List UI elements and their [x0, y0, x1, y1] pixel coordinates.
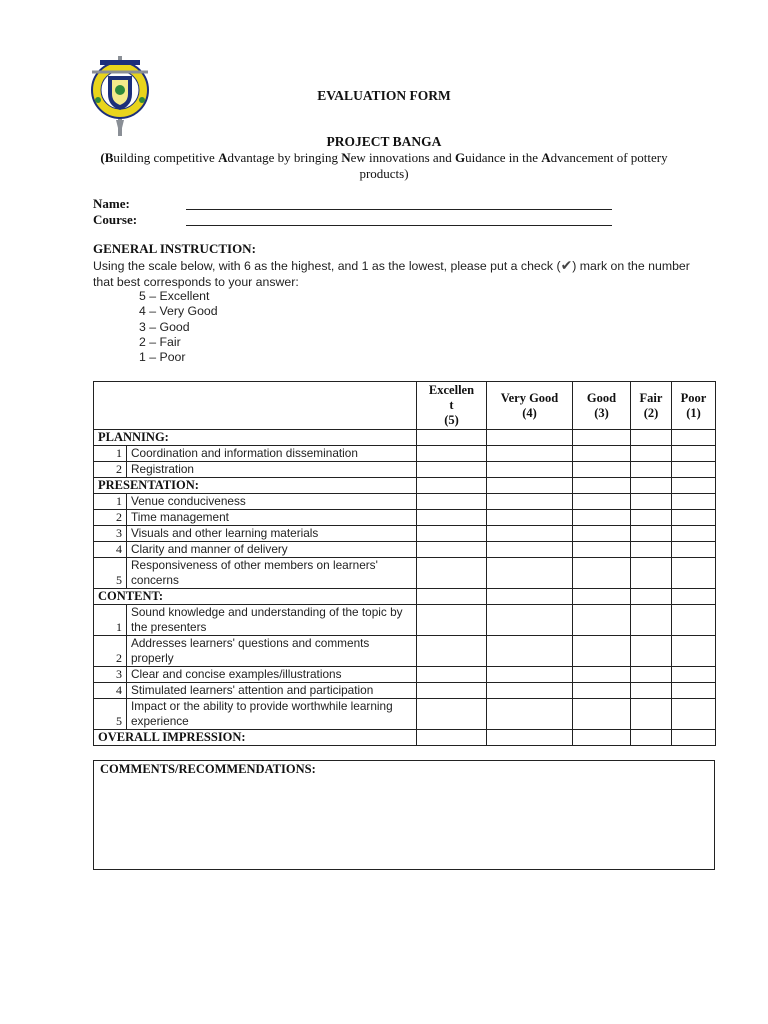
rating-cell[interactable]: [573, 683, 631, 699]
criterion-text: Visuals and other learning materials: [127, 526, 417, 542]
rating-cell[interactable]: [573, 494, 631, 510]
rating-cell[interactable]: [417, 730, 487, 746]
rating-cell[interactable]: [672, 542, 716, 558]
rating-cell[interactable]: [487, 605, 573, 636]
rating-cell[interactable]: [487, 667, 573, 683]
rating-cell[interactable]: [631, 494, 672, 510]
rating-cell[interactable]: [573, 667, 631, 683]
table-row: [94, 683, 716, 699]
rating-cell[interactable]: [417, 462, 487, 478]
rating-cell[interactable]: [631, 526, 672, 542]
item-number: 3: [94, 667, 127, 683]
rating-cell[interactable]: [672, 636, 716, 667]
header-line: t: [449, 398, 454, 412]
rating-cell[interactable]: [672, 667, 716, 683]
rating-cell[interactable]: [672, 430, 716, 446]
header-good: [573, 382, 631, 430]
section-title: OVERALL IMPRESSION:: [94, 730, 417, 746]
instruction-text-after: ) mark on the number that best corresponds to your answer:: [93, 259, 690, 289]
rating-cell[interactable]: [573, 510, 631, 526]
table-row: [94, 526, 716, 542]
instruction-heading: GENERAL INSTRUCTION:: [93, 241, 256, 256]
rating-cell[interactable]: [631, 462, 672, 478]
criterion-text: Responsiveness of other members on learners' concerns: [127, 558, 417, 589]
header-poor: [672, 382, 716, 430]
name-field-line[interactable]: [186, 209, 612, 210]
rating-cell[interactable]: [631, 667, 672, 683]
item-number: 1: [94, 494, 127, 510]
scale-item: 3 – Good: [139, 319, 190, 334]
check-mark-icon: ✔: [560, 257, 573, 273]
rating-cell[interactable]: [672, 699, 716, 730]
criterion-text: Addresses learners' questions and comments properly: [127, 636, 417, 667]
rating-cell[interactable]: [631, 510, 672, 526]
table-header-row: [94, 382, 716, 430]
comments-label: COMMENTS/RECOMMENDATIONS:: [100, 762, 316, 776]
rating-cell[interactable]: [487, 542, 573, 558]
header-very-good: [487, 382, 573, 430]
rating-cell[interactable]: [417, 526, 487, 542]
rating-cell[interactable]: [672, 478, 716, 494]
rating-cell[interactable]: [631, 589, 672, 605]
rating-cell[interactable]: [672, 462, 716, 478]
rating-cell[interactable]: [487, 494, 573, 510]
rating-cell[interactable]: [417, 589, 487, 605]
rating-cell[interactable]: [672, 558, 716, 589]
rating-cell[interactable]: [672, 446, 716, 462]
rating-cell[interactable]: [573, 526, 631, 542]
acronym-text: uidance in the: [465, 150, 542, 165]
table-row: [94, 605, 716, 636]
rating-cell[interactable]: [631, 478, 672, 494]
criterion-text: Stimulated learners' attention and participation: [127, 683, 417, 699]
acronym-letter: G: [454, 150, 466, 165]
rating-scale-list: [139, 289, 218, 365]
rating-cell[interactable]: [573, 446, 631, 462]
criterion-text: Venue conduciveness: [127, 494, 417, 510]
rating-cell[interactable]: [631, 730, 672, 746]
rating-cell[interactable]: [672, 526, 716, 542]
rating-cell[interactable]: [631, 446, 672, 462]
item-number: 2: [94, 462, 127, 478]
acronym-letter: A: [218, 150, 228, 165]
name-label: Name:: [93, 196, 130, 211]
header-line: Good: [586, 390, 617, 405]
rating-cell[interactable]: [631, 699, 672, 730]
instruction-text-before: Using the scale below, with 6 as the highest, and 1 as the lowest, please put a check (: [93, 259, 561, 273]
table-row: [94, 446, 716, 462]
section-title: CONTENT:: [94, 589, 417, 605]
rating-cell[interactable]: [631, 430, 672, 446]
form-title: EVALUATION FORM: [317, 88, 451, 103]
rating-cell[interactable]: [487, 526, 573, 542]
rating-cell[interactable]: [417, 636, 487, 667]
header-line: (1): [686, 405, 701, 420]
table-row: [94, 462, 716, 478]
rating-cell[interactable]: [417, 558, 487, 589]
header-line: Excellen: [428, 383, 475, 397]
rating-cell[interactable]: [417, 542, 487, 558]
rating-cell[interactable]: [573, 589, 631, 605]
acronym-text: dvantage by bringing: [227, 150, 342, 165]
item-number: 1: [94, 446, 127, 462]
rating-cell[interactable]: [487, 478, 573, 494]
rating-cell[interactable]: [672, 605, 716, 636]
section-row: [94, 478, 716, 494]
header-line: (5): [444, 413, 459, 427]
rating-cell[interactable]: [631, 542, 672, 558]
rating-cell[interactable]: [487, 430, 573, 446]
acronym-letter: A: [541, 150, 551, 165]
rating-cell[interactable]: [417, 510, 487, 526]
rating-cell[interactable]: [672, 683, 716, 699]
rating-cell[interactable]: [417, 478, 487, 494]
rating-cell[interactable]: [487, 699, 573, 730]
acronym-letter: N: [341, 150, 351, 165]
section-row: [94, 430, 716, 446]
rating-cell[interactable]: [573, 462, 631, 478]
course-label: Course:: [93, 212, 138, 227]
criterion-text: Sound knowledge and understanding of the topic by the presenters: [127, 605, 417, 636]
section-title: PLANNING:: [94, 430, 417, 446]
rating-cell[interactable]: [417, 446, 487, 462]
item-number: 3: [94, 526, 127, 542]
item-number: 1: [94, 605, 127, 636]
rating-cell[interactable]: [573, 558, 631, 589]
rating-cell[interactable]: [573, 605, 631, 636]
rating-cell[interactable]: [573, 730, 631, 746]
rating-cell[interactable]: [487, 462, 573, 478]
evaluation-table: [93, 381, 716, 746]
header-line: (3): [594, 405, 609, 420]
rating-cell[interactable]: [417, 699, 487, 730]
table-row: [94, 636, 716, 667]
project-acronym-description: [90, 150, 678, 182]
criterion-text: Clear and concise examples/illustrations: [127, 667, 417, 683]
rating-cell[interactable]: [487, 730, 573, 746]
criterion-text: Registration: [127, 462, 417, 478]
rating-cell[interactable]: [631, 683, 672, 699]
acronym-letter: (B: [100, 150, 114, 165]
table-row: [94, 558, 716, 589]
section-row: [94, 589, 716, 605]
header-excellent: [417, 382, 487, 430]
criterion-text: Clarity and manner of delivery: [127, 542, 417, 558]
table-row: [94, 510, 716, 526]
rating-cell[interactable]: [573, 542, 631, 558]
header-line: (4): [522, 405, 537, 420]
rating-cell[interactable]: [417, 683, 487, 699]
rating-cell[interactable]: [672, 494, 716, 510]
header-line: Fair: [639, 390, 663, 405]
rating-cell[interactable]: [672, 589, 716, 605]
acronym-text: dvancement of pottery products): [359, 150, 668, 181]
header-fair: [631, 382, 672, 430]
header-line: (2): [643, 405, 659, 420]
table-row: [94, 667, 716, 683]
item-number: 2: [94, 510, 127, 526]
item-number: 5: [94, 699, 127, 730]
rating-cell[interactable]: [631, 636, 672, 667]
table-row: [94, 494, 716, 510]
instruction-text: [93, 258, 693, 290]
project-title: PROJECT BANGA: [326, 134, 442, 149]
criteria-header-cell: [94, 382, 417, 430]
table-row: [94, 699, 716, 730]
criterion-text: Impact or the ability to provide worthwhile learning experience: [127, 699, 417, 730]
rating-cell[interactable]: [487, 683, 573, 699]
header-line: Poor: [680, 390, 707, 405]
item-number: 4: [94, 542, 127, 558]
rating-cell[interactable]: [417, 667, 487, 683]
rating-cell[interactable]: [417, 430, 487, 446]
section-row: [94, 730, 716, 746]
scale-item: 1 – Poor: [139, 350, 186, 365]
rating-cell[interactable]: [573, 430, 631, 446]
item-number: 5: [94, 558, 127, 589]
criterion-text: Time management: [127, 510, 417, 526]
rating-cell[interactable]: [487, 558, 573, 589]
rating-cell[interactable]: [417, 605, 487, 636]
rating-cell[interactable]: [672, 510, 716, 526]
rating-cell[interactable]: [487, 510, 573, 526]
scale-item: 5 – Excellent: [139, 289, 210, 303]
rating-cell[interactable]: [573, 478, 631, 494]
rating-cell[interactable]: [631, 605, 672, 636]
comments-box[interactable]: [93, 760, 715, 870]
rating-cell[interactable]: [487, 589, 573, 605]
header-line: Very Good: [500, 390, 559, 405]
rating-cell[interactable]: [573, 636, 631, 667]
rating-cell[interactable]: [487, 636, 573, 667]
table-row: [94, 542, 716, 558]
scale-item: 2 – Fair: [139, 334, 181, 349]
rating-cell[interactable]: [573, 699, 631, 730]
rating-cell[interactable]: [672, 730, 716, 746]
rating-cell[interactable]: [417, 494, 487, 510]
scale-item: 4 – Very Good: [139, 304, 218, 319]
rating-cell[interactable]: [631, 558, 672, 589]
section-title: PRESENTATION:: [94, 478, 417, 494]
rating-cell[interactable]: [487, 446, 573, 462]
item-number: 4: [94, 683, 127, 699]
item-number: 2: [94, 636, 127, 667]
criterion-text: Coordination and information dissemination: [127, 446, 417, 462]
acronym-text: ew innovations and: [350, 150, 455, 165]
acronym-text: uilding competitive: [113, 150, 219, 165]
course-field-line[interactable]: [186, 225, 612, 226]
